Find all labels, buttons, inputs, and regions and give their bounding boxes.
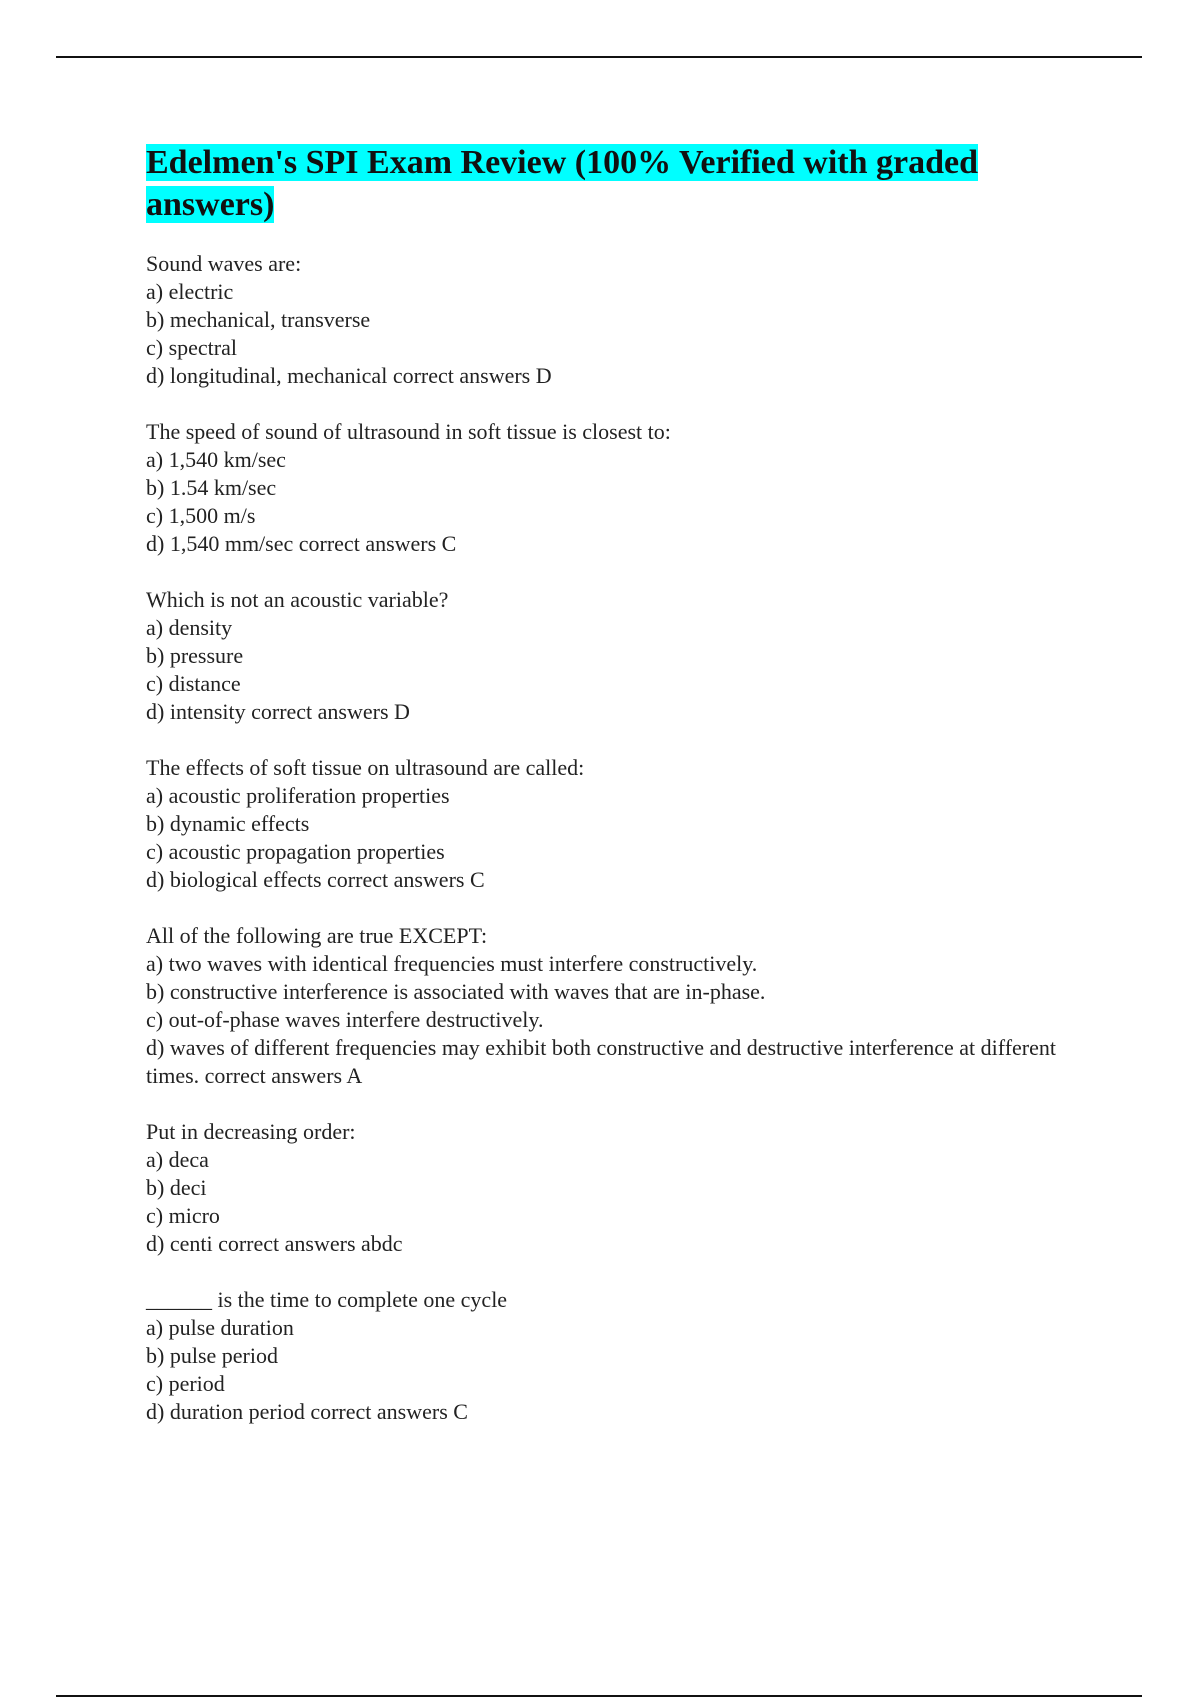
answer-option: b) pressure [146, 643, 244, 668]
question-block [146, 418, 1076, 558]
question-block [146, 922, 1076, 1090]
answer-option: d) biological effects correct answers C [146, 867, 485, 892]
answer-option: b) dynamic effects [146, 811, 310, 836]
question-text: Which is not an acoustic variable? [146, 587, 449, 612]
question-text: Put in decreasing order: [146, 1119, 356, 1144]
document-body [146, 142, 1076, 1454]
title-highlight: Edelmen's SPI Exam Review (100% Verified with graded answers) [146, 144, 979, 223]
question-text: Sound waves are: [146, 251, 302, 276]
answer-option: d) duration period correct answers C [146, 1399, 468, 1424]
question-block [146, 1286, 1076, 1426]
answer-option: c) 1,500 m/s [146, 503, 256, 528]
answer-option: b) mechanical, transverse [146, 307, 371, 332]
answer-option: c) period [146, 1371, 225, 1396]
answer-option: a) acoustic proliferation properties [146, 783, 450, 808]
question-text: The speed of sound of ultrasound in soft tissue is closest to: [146, 419, 671, 444]
question-text: The effects of soft tissue on ultrasound are called: [146, 755, 585, 780]
question-text: ______ is the time to complete one cycle [146, 1287, 508, 1312]
answer-option: a) electric [146, 279, 234, 304]
answer-option: a) deca [146, 1147, 209, 1172]
answer-option: d) longitudinal, mechanical correct answers D [146, 363, 552, 388]
question-text: All of the following are true EXCEPT: [146, 923, 488, 948]
document-title [146, 142, 1076, 226]
answer-option: a) two waves with identical frequencies must interfere constructively. [146, 951, 758, 976]
answer-option: b) constructive interference is associated with waves that are in-phase. [146, 979, 766, 1004]
answer-option: d) waves of different frequencies may exhibit both constructive and destructive interference at different times. correct answers A [146, 1035, 1056, 1088]
answer-option: d) 1,540 mm/sec correct answers C [146, 531, 457, 556]
answer-option: a) 1,540 km/sec [146, 447, 286, 472]
top-rule [56, 56, 1142, 58]
answer-option: d) intensity correct answers D [146, 699, 410, 724]
answer-option: c) spectral [146, 335, 237, 360]
question-block [146, 1118, 1076, 1258]
answer-option: a) density [146, 615, 233, 640]
answer-option: b) deci [146, 1175, 207, 1200]
answer-option: a) pulse duration [146, 1315, 294, 1340]
answer-option: b) pulse period [146, 1343, 278, 1368]
question-block [146, 586, 1076, 726]
answer-option: c) acoustic propagation properties [146, 839, 445, 864]
answer-option: c) out-of-phase waves interfere destructively. [146, 1007, 544, 1032]
bottom-rule [56, 1695, 1142, 1697]
answer-option: c) micro [146, 1203, 220, 1228]
answer-option: d) centi correct answers abdc [146, 1231, 403, 1256]
question-block [146, 754, 1076, 894]
question-block [146, 250, 1076, 390]
answer-option: c) distance [146, 671, 241, 696]
answer-option: b) 1.54 km/sec [146, 475, 277, 500]
